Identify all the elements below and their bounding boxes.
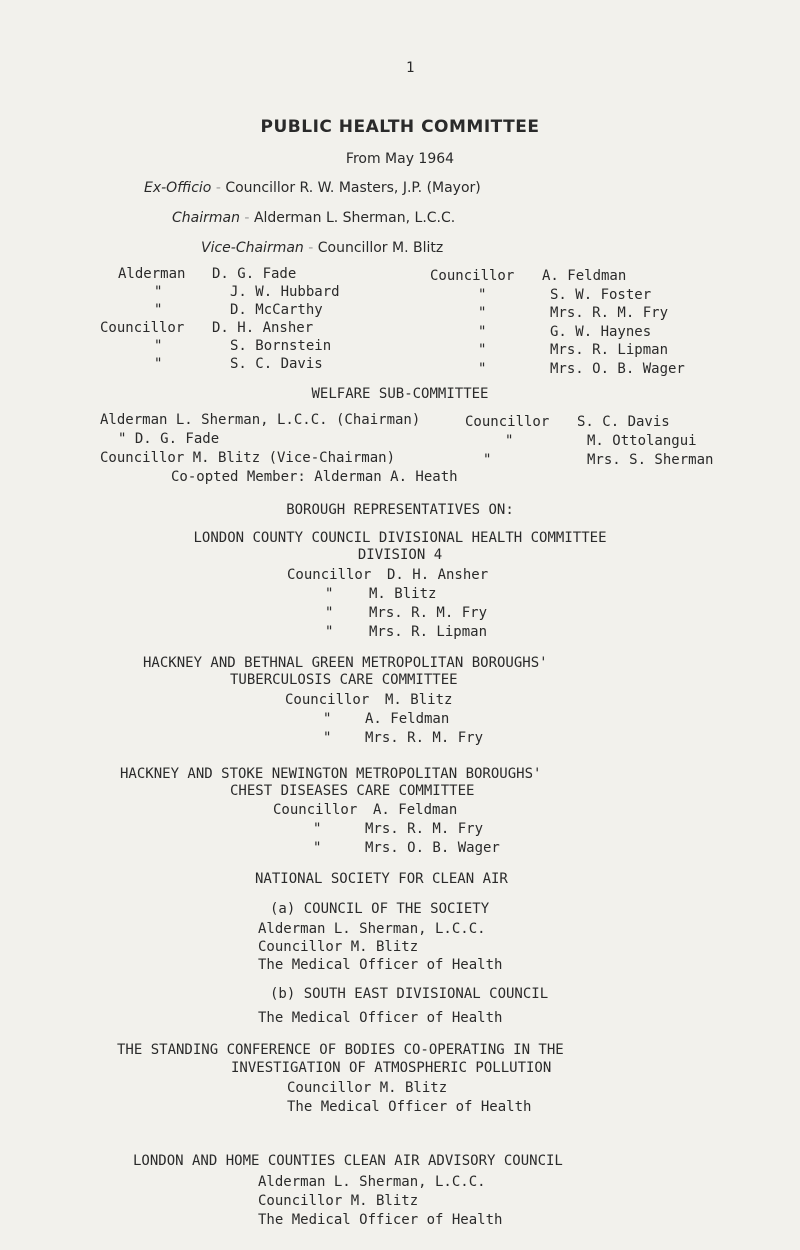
members-left-column	[100, 266, 400, 374]
lcc-members	[287, 567, 587, 643]
ditto-mark: "	[325, 624, 334, 640]
officer-name: Councillor R. W. Masters, J.P. (Mayor)	[225, 180, 481, 196]
nsca-sub-a: (a) COUNCIL OF THE SOCIETY	[270, 901, 490, 917]
member-row	[100, 284, 400, 302]
from-date: From May 1964	[345, 151, 455, 167]
member-name: D. McCarthy	[230, 302, 323, 318]
member-name: M. Ottolangui	[587, 433, 697, 449]
welfare-member	[465, 433, 765, 452]
member-row	[100, 320, 400, 338]
member-title: Alderman	[118, 266, 186, 282]
ditto-mark: "	[313, 821, 322, 837]
lcc-heading: LONDON COUNTY COUNCIL DIVISIONAL HEALTH COMMITTEE	[193, 530, 607, 546]
lhcca-heading: LONDON AND HOME COUNTIES CLEAN AIR ADVISORY COUNCIL	[133, 1153, 563, 1169]
welfare-member: " D. G. Fade	[118, 431, 220, 447]
nsca-sub-b-members	[258, 1010, 502, 1028]
chest-subheading: CHEST DISEASES CARE COMMITTEE	[230, 783, 475, 799]
member-title: Councillor	[287, 567, 372, 583]
member-row	[100, 356, 400, 374]
member-row	[273, 840, 573, 859]
chest-members	[273, 802, 573, 859]
role-label: Ex-Officio	[144, 180, 212, 196]
member-name: J. W. Hubbard	[230, 284, 340, 300]
member-row	[100, 266, 400, 284]
member-row	[430, 305, 730, 324]
standing-heading: THE STANDING CONFERENCE OF BODIES CO-OPERATING IN THE	[117, 1042, 564, 1058]
member-row	[430, 324, 730, 343]
member-name: A. Feldman	[365, 711, 450, 727]
member-name: Mrs. R. M. Fry	[365, 821, 484, 837]
lcc-division: DIVISION 4	[357, 547, 443, 563]
member-name: S. C. Davis	[577, 414, 670, 430]
member-row: The Medical Officer of Health	[258, 957, 503, 973]
member-name: S. W. Foster	[550, 286, 652, 303]
welfare-member: Alderman L. Sherman, L.C.C. (Chairman)	[100, 412, 421, 428]
chairman-line	[172, 210, 455, 226]
member-name: Mrs. R. M. Fry	[550, 305, 669, 321]
nsca-sub-b: (b) SOUTH EAST DIVISIONAL COUNCIL	[270, 986, 549, 1002]
members-right-column	[430, 268, 730, 379]
ditto-mark: "	[505, 433, 514, 449]
member-row: The Medical Officer of Health	[258, 1010, 503, 1026]
member-row: Alderman L. Sherman, L.C.C.	[258, 921, 486, 937]
welfare-left-column	[100, 412, 420, 469]
role-label: Chairman	[172, 210, 240, 226]
member-row	[273, 802, 573, 821]
member-name: Mrs. R. Lipman	[369, 624, 488, 640]
vice-chairman-line	[201, 240, 443, 256]
ditto-mark: "	[478, 342, 487, 358]
nsca-heading: NATIONAL SOCIETY FOR CLEAN AIR	[255, 871, 508, 887]
tb-heading: HACKNEY AND BETHNAL GREEN METROPOLITAN BOROUGHS'	[143, 655, 548, 671]
member-row	[273, 821, 573, 840]
member-row	[285, 692, 585, 711]
welfare-member: Councillor M. Blitz (Vice-Chairman)	[100, 450, 396, 466]
member-row	[287, 605, 587, 624]
member-row: Councillor M. Blitz	[258, 1193, 419, 1209]
member-name: Mrs. R. Lipman	[550, 342, 669, 358]
ditto-mark: "	[154, 338, 163, 354]
welfare-member	[465, 414, 765, 433]
ex-officio-line	[144, 180, 481, 196]
member-row	[430, 361, 730, 380]
ditto-mark: "	[478, 323, 487, 340]
ditto-mark: "	[313, 840, 322, 856]
member-name: S. C. Davis	[230, 356, 323, 372]
member-title: Councillor	[273, 802, 358, 818]
ditto-mark: "	[478, 286, 487, 303]
member-row	[100, 302, 400, 320]
tb-members	[285, 692, 585, 749]
page-number: 1	[406, 60, 415, 76]
separator: -	[308, 240, 314, 256]
lhcca-members	[258, 1174, 502, 1231]
member-row	[430, 287, 730, 306]
member-row	[430, 342, 730, 361]
separator: -	[244, 210, 250, 226]
member-title: Councillor	[465, 414, 550, 430]
ditto-mark: "	[323, 730, 332, 746]
ditto-mark: "	[483, 452, 492, 468]
ditto-mark: "	[325, 586, 334, 602]
member-title: Councillor	[100, 320, 185, 336]
ditto-mark: "	[154, 302, 163, 318]
member-row: Alderman L. Sherman, L.C.C.	[258, 1174, 486, 1190]
member-row	[285, 711, 585, 730]
ditto-mark: "	[478, 360, 487, 377]
welfare-heading: WELFARE SUB-COMMITTEE	[311, 386, 489, 402]
member-row	[287, 624, 587, 643]
officer-name: Alderman L. Sherman, L.C.C.	[253, 210, 456, 226]
member-row: Councillor M. Blitz	[287, 1080, 448, 1096]
member-row	[285, 730, 585, 749]
chest-heading: HACKNEY AND STOKE NEWINGTON METROPOLITAN BOROUGHS'	[120, 766, 542, 782]
welfare-right-column	[465, 414, 765, 471]
member-name: M. Blitz	[385, 692, 453, 708]
standing-subheading: INVESTIGATION OF ATMOSPHERIC POLLUTION	[231, 1060, 552, 1076]
ditto-mark: "	[478, 305, 487, 321]
member-row: Councillor M. Blitz	[258, 939, 419, 955]
page-title: PUBLIC HEALTH COMMITTEE	[260, 117, 540, 137]
member-name: A. Feldman	[373, 802, 458, 818]
ditto-mark: "	[154, 284, 163, 300]
member-name: D. H. Ansher	[387, 567, 489, 583]
member-title: Councillor	[285, 692, 370, 708]
member-name: Mrs. O. B. Wager	[365, 840, 500, 856]
member-row	[430, 268, 730, 287]
member-row	[287, 567, 587, 586]
ditto-mark: "	[323, 711, 332, 727]
tb-subheading: TUBERCULOSIS CARE COMMITTEE	[230, 672, 458, 688]
member-name: Mrs. R. M. Fry	[365, 730, 484, 746]
member-name: Mrs. R. M. Fry	[369, 605, 488, 621]
member-row	[100, 338, 400, 356]
member-name: Mrs. S. Sherman	[587, 452, 714, 468]
ditto-mark: "	[325, 605, 334, 621]
member-row: The Medical Officer of Health	[258, 1212, 503, 1228]
member-title: Councillor	[430, 268, 515, 284]
member-name: D. H. Ansher	[212, 320, 314, 336]
member-name: G. W. Haynes	[550, 323, 652, 340]
member-name: M. Blitz	[369, 586, 437, 602]
ditto-mark: "	[154, 356, 163, 372]
member-name: D. G. Fade	[212, 266, 297, 282]
member-name: S. Bornstein	[230, 338, 332, 354]
welfare-coopted: Co-opted Member: Alderman A. Heath	[171, 469, 458, 485]
nsca-sub-a-members	[258, 921, 502, 975]
member-name: A. Feldman	[542, 268, 627, 284]
role-label: Vice-Chairman	[201, 240, 304, 256]
standing-members	[287, 1080, 531, 1118]
borough-heading: BOROUGH REPRESENTATIVES ON:	[286, 502, 514, 518]
member-name: Mrs. O. B. Wager	[550, 360, 685, 377]
officer-name: Councillor M. Blitz	[317, 240, 444, 256]
member-row: The Medical Officer of Health	[287, 1099, 532, 1115]
member-row	[287, 586, 587, 605]
welfare-member	[465, 452, 765, 471]
separator: -	[215, 180, 221, 196]
